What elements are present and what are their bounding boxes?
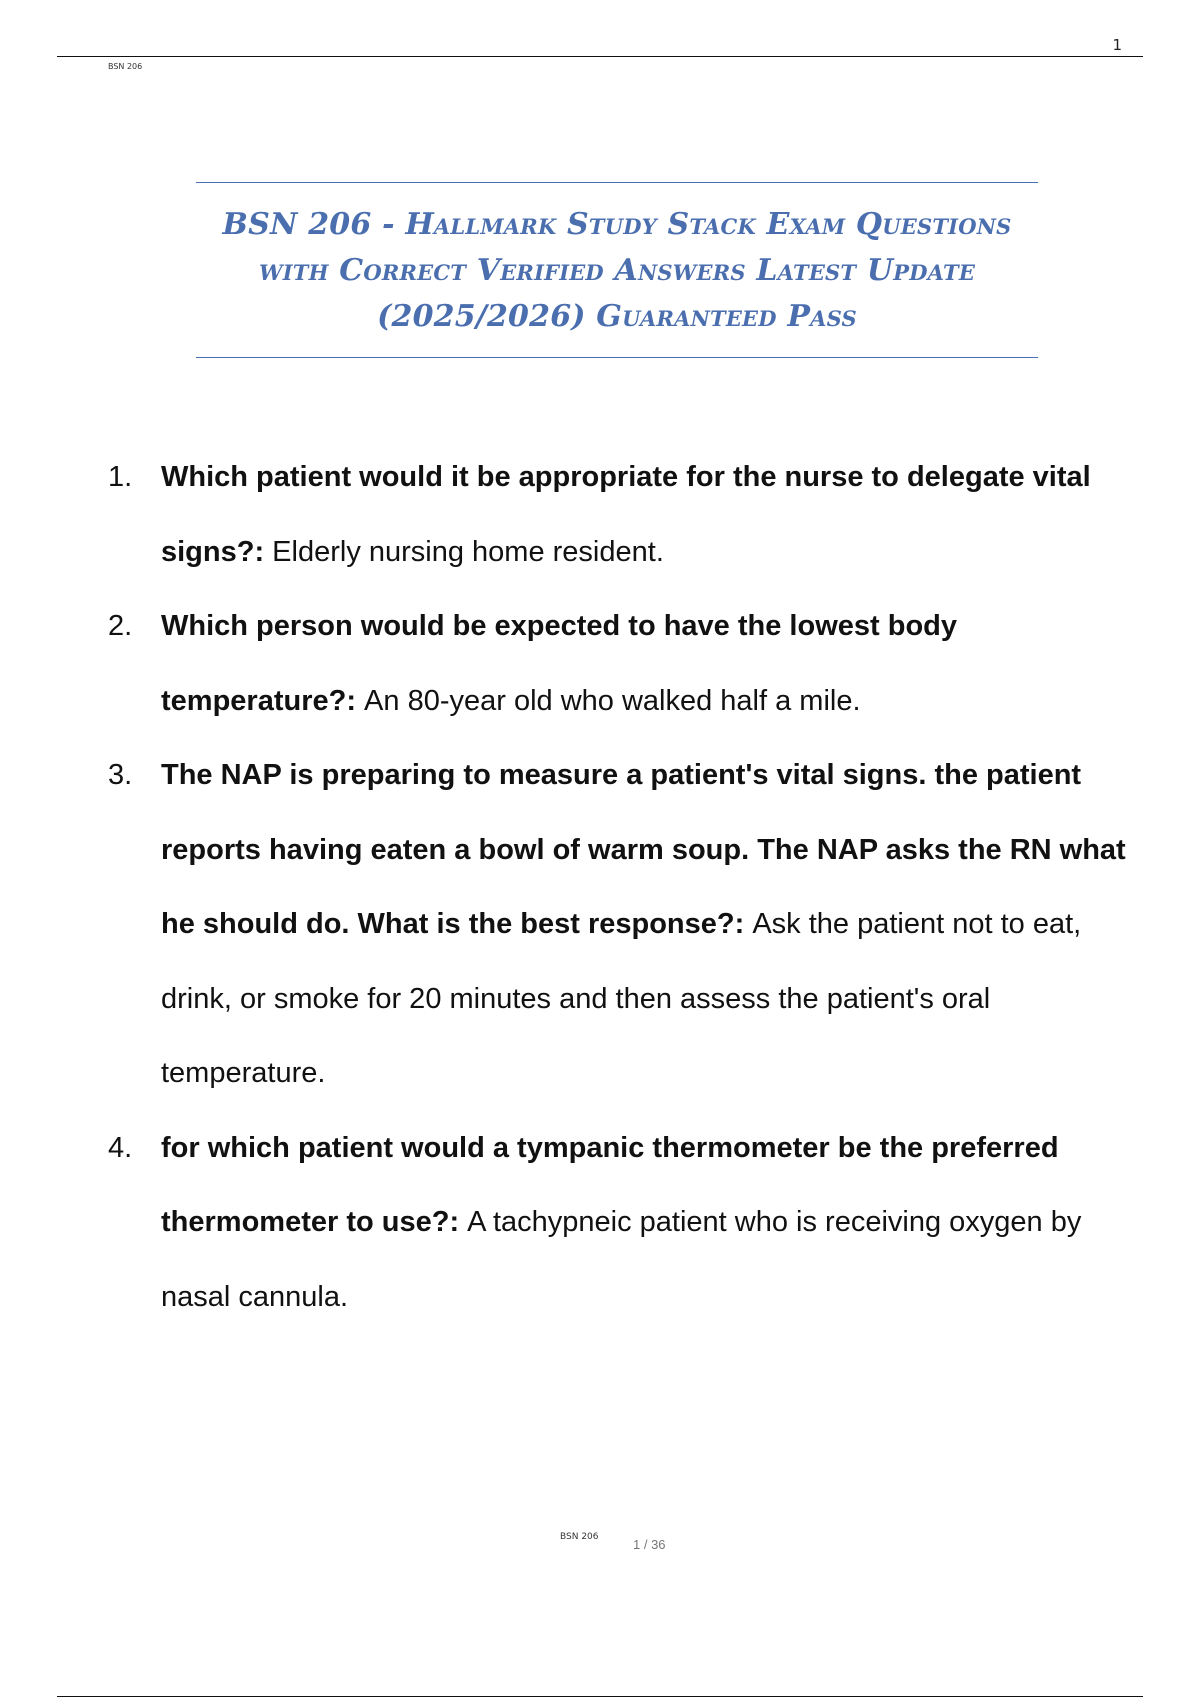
footer-page-count: 1 / 36 (633, 1537, 666, 1552)
list-item (0, 738, 1126, 1111)
footer-rule (57, 1696, 1143, 1697)
page-number: 1 (1112, 36, 1122, 54)
answer-text: A tachypneic patient who is receiving oxygen by nasal cannula. (161, 1206, 1082, 1313)
list-item (0, 440, 1126, 589)
list-item (0, 589, 1126, 738)
title-rule-bottom (196, 357, 1038, 358)
list-item (0, 1111, 1126, 1335)
document-title (196, 202, 1038, 340)
footer-label: BSN 206 (560, 1532, 599, 1542)
title-line-2: with Correct Verified Answers Latest Update (258, 253, 976, 288)
title-block (196, 182, 1038, 358)
question-text: Which patient would it be appropriate for the nurse to delegate vital signs?: (161, 461, 1091, 568)
item-number: 4. (108, 1131, 133, 1164)
question-list (0, 440, 1200, 1334)
answer-text: An 80-year old who walked half a mile. (364, 684, 861, 717)
answer-text: Ask the patient not to eat, drink, or smoke for 20 minutes and then assess the patient's oral temperature. (161, 908, 1082, 1089)
item-number: 1. (108, 461, 133, 493)
question-text: Which person would be expected to have the lowest body temperature?: (161, 610, 957, 717)
item-number: 2. (108, 610, 133, 642)
question-text: for which patient would a tympanic thermometer be the preferred thermometer to use?: (161, 1131, 1059, 1238)
question-text: The NAP is preparing to measure a patient's vital signs. the patient reports having eaten a bowl of warm soup. The NAP asks the RN what he should do. What is the best response?: (161, 759, 1126, 940)
running-head: BSN 206 (108, 62, 143, 71)
title-line-1: BSN 206 - Hallmark Study Stack Exam Questions (222, 207, 1012, 242)
title-line-3: (2025/2026) Guaranteed Pass (377, 299, 857, 334)
item-number: 3. (108, 759, 133, 791)
title-rule-top (196, 182, 1038, 183)
header-rule (57, 56, 1143, 57)
answer-text: Elderly nursing home resident. (272, 535, 664, 568)
